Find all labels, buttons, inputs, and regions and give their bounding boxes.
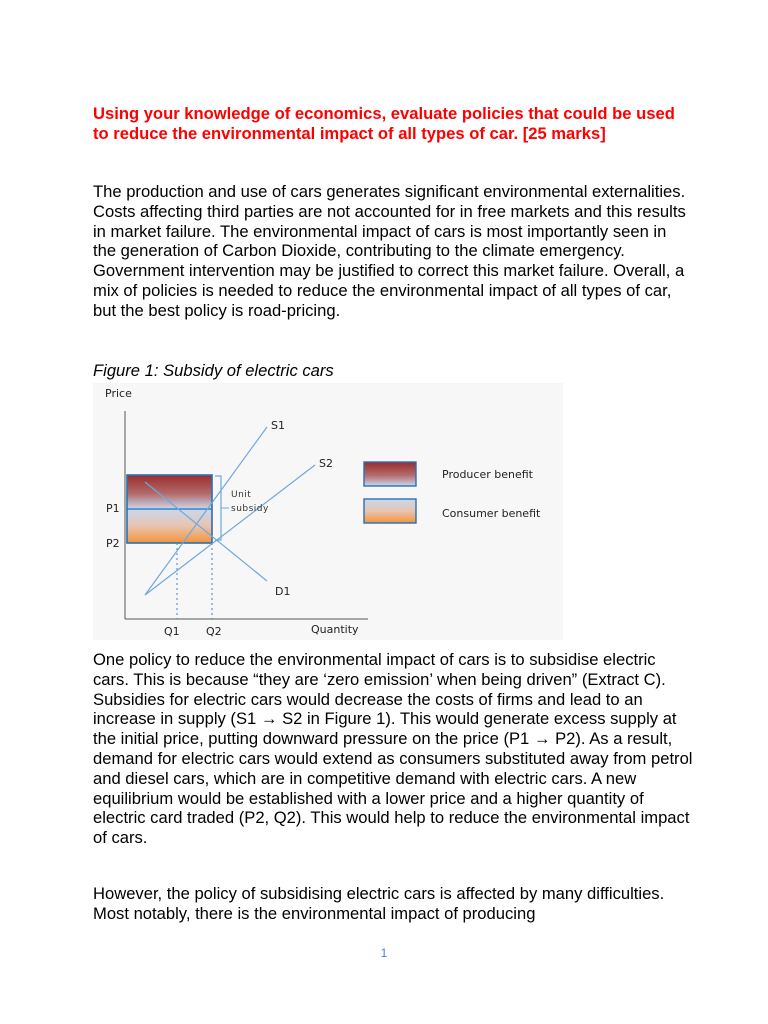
essay-question: Using your knowledge of economics, evaluate policies that could be used to reduce the environmental impact of all types of car. [25 marks] [93,104,675,143]
q2-label: Q2 [206,625,222,638]
legend-producer-label: Producer benefit [442,468,533,481]
quantity-axis-label: Quantity [311,623,359,636]
s2-label: S2 [319,457,333,470]
difficulties-paragraph: However, the policy of subsidising electric cars is affected by many difficulties. Most notably, there is the environmental impact of producing [93,884,665,923]
page-number: 1 [380,946,388,960]
p2-label: P2 [106,537,120,550]
s1-label: S1 [271,419,285,432]
producer-benefit-area [127,475,212,509]
subsidy-diagram-svg [93,383,563,640]
subsidy-paragraph: One policy to reduce the environmental impact of cars is to subsidise electric cars. This is because “they are ‘zero emission’ when being driven” (Extract C). Subsidies for electric cars would decrease the costs of firms and lead to an increase in supply (S1 → S2 in Figure 1). This would generate excess supply at the initial price, putting downward pressure on the price (P1 → P2). As a result, demand for electric cars would extend as consumers substituted away from petrol and diesel cars, which are in competitive demand with electric cars. A new equilibrium would be established with a lower price and a higher quantity of electric card traded (P2, Q2). This would help to reduce the environmental impact of cars. [93,650,693,848]
intro-paragraph: The production and use of cars generates significant environmental externalities. Costs affecting third parties are not accounted for in free markets and this results in market failure. The environmental impact of cars is most importantly seen in the generation of Carbon Dioxide, contributing to the climate emergency. Government intervention may be justified to correct this market failure. Overall, a mix of policies is needed to reduce the environmental impact of all types of car, but the best policy is road-pricing. [93,182,686,320]
figure-caption: Figure 1: Subsidy of electric cars [93,361,334,380]
legend-producer-swatch [364,462,416,486]
subsidy-diagram [93,383,563,640]
q1-label: Q1 [164,625,180,638]
d1-label: D1 [275,585,291,598]
price-axis-label: Price [105,387,132,400]
unit-subsidy-label-line1: Unit [231,490,252,500]
legend-consumer-swatch [364,499,416,523]
legend-consumer-label: Consumer benefit [442,507,541,520]
unit-subsidy-label-line2: subsidy [231,504,269,514]
p1-label: P1 [106,502,120,515]
